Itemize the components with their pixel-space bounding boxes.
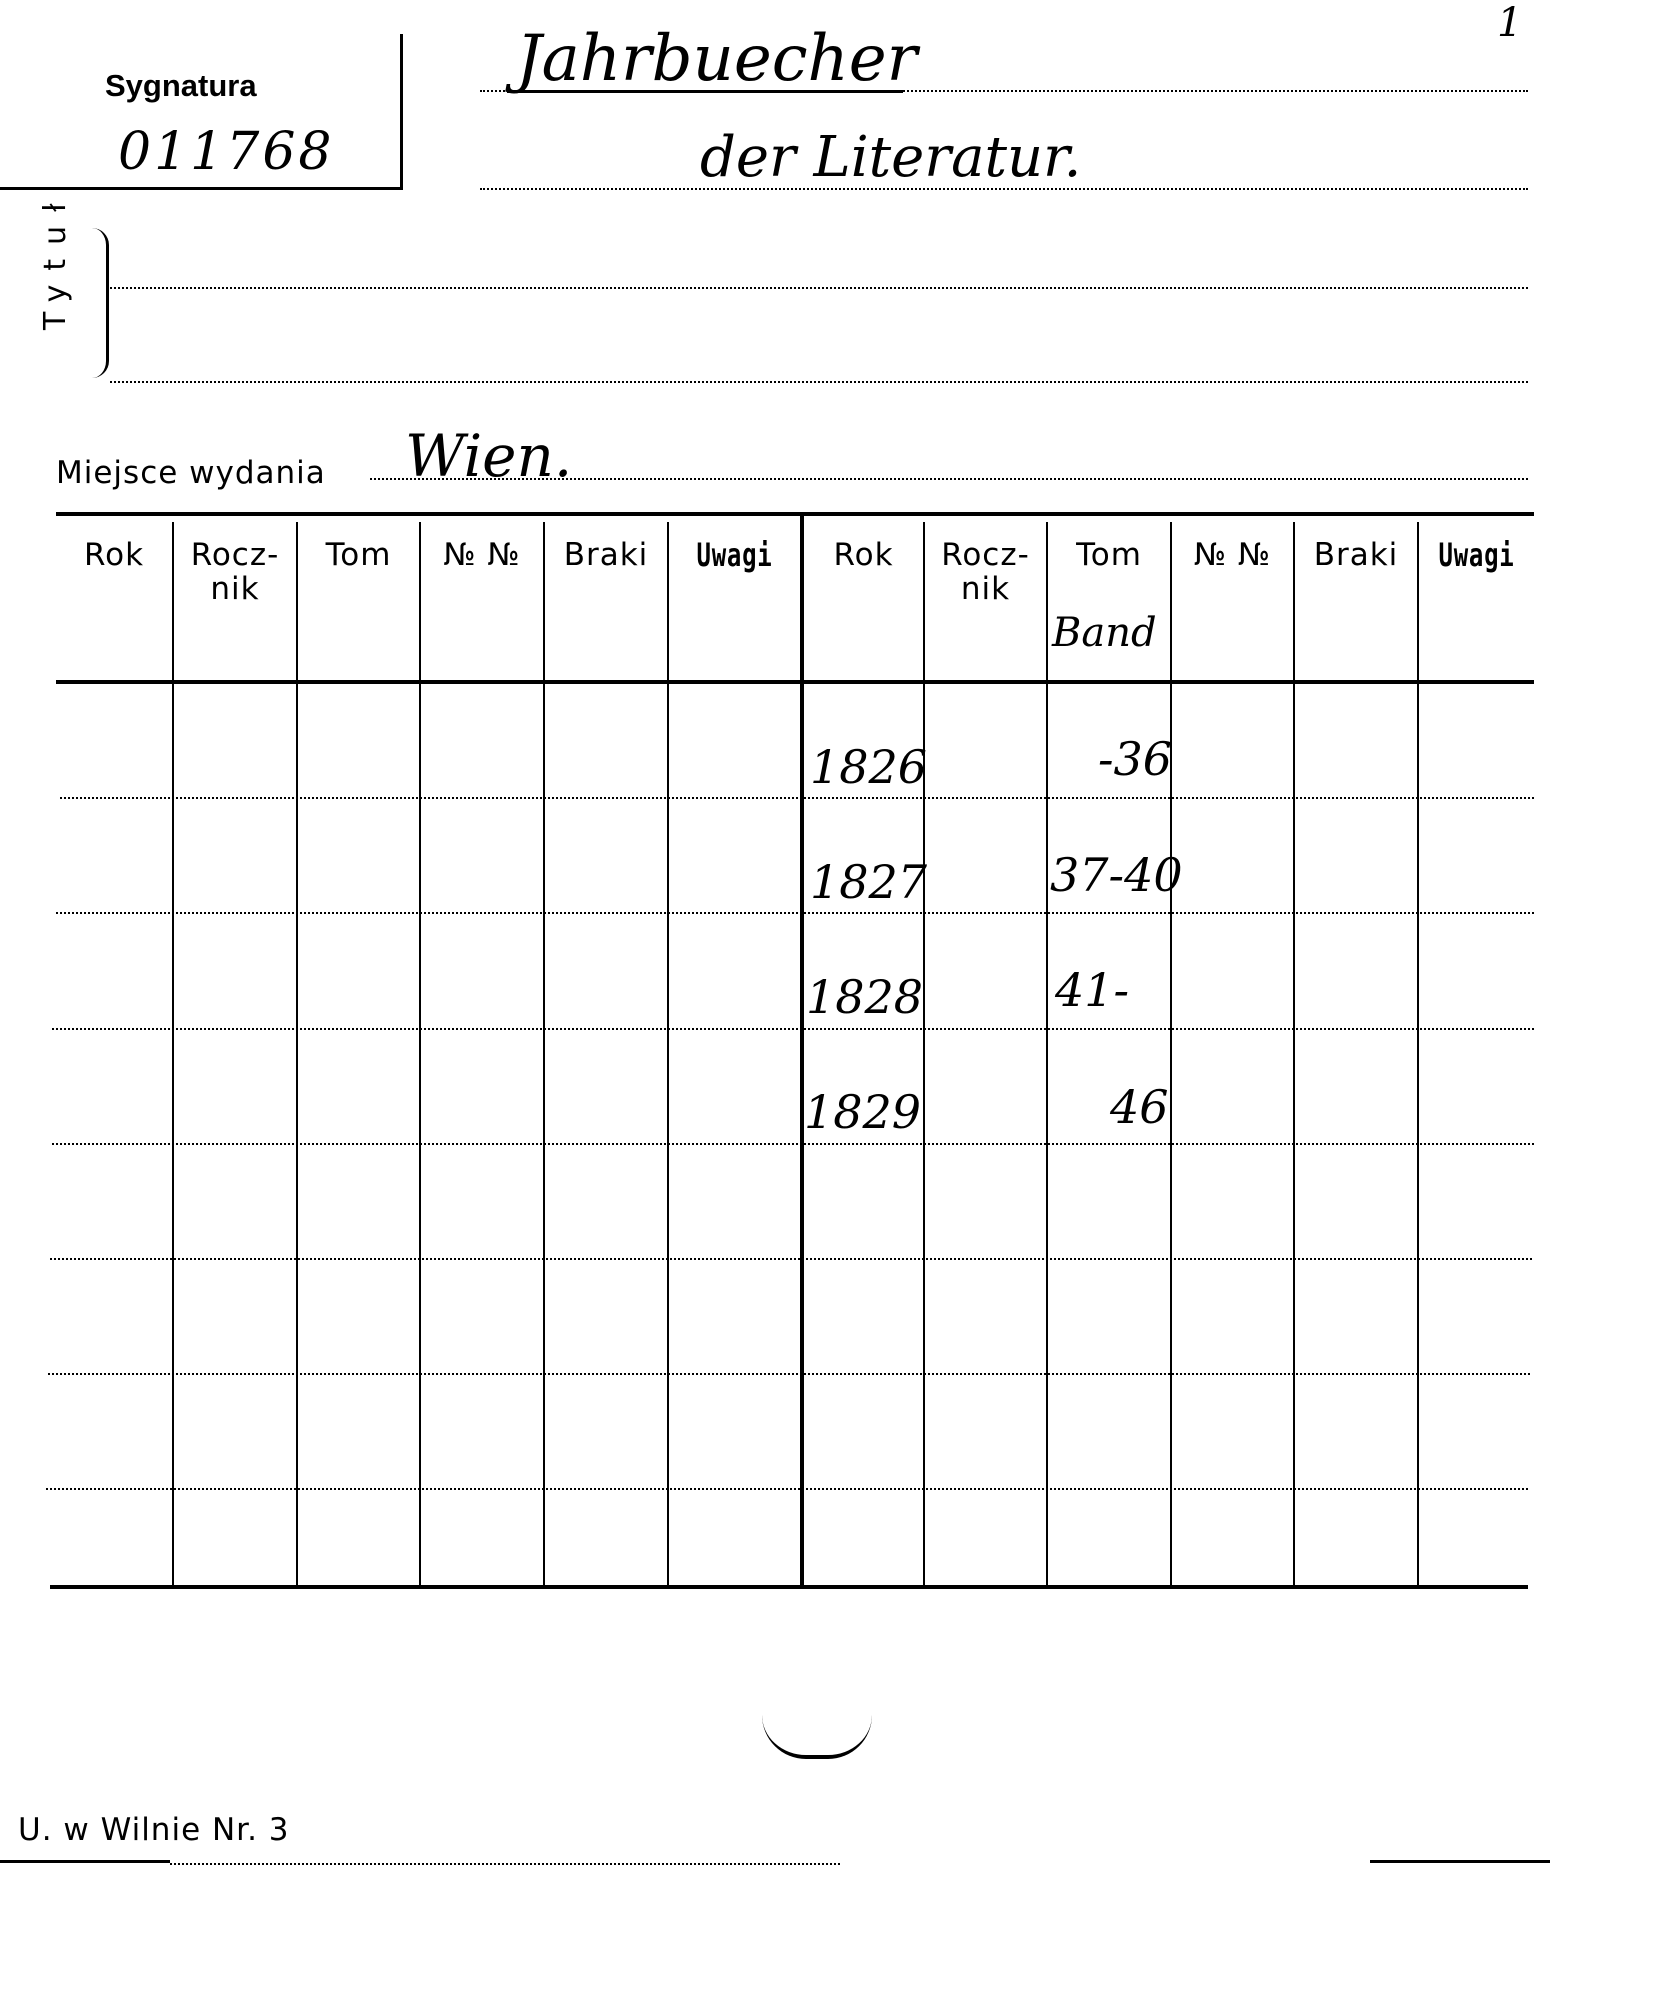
row-3-rok: 1828 — [806, 970, 924, 1024]
header-right-uwagi: Uwagi — [1438, 536, 1515, 574]
header-left-numery: № № — [443, 537, 521, 573]
header-left-rocznik — [174, 538, 296, 606]
row-separator — [48, 1373, 1530, 1375]
table-bottom-border — [50, 1585, 1528, 1589]
row-separator — [46, 1488, 1528, 1490]
table-top-border — [56, 512, 1534, 516]
col-sep — [172, 522, 174, 1586]
header-left-uwagi: Uwagi — [696, 536, 773, 574]
title-dotted-line-4 — [110, 381, 1528, 383]
col-sep — [296, 522, 298, 1586]
row-2-rok: 1827 — [810, 855, 928, 909]
col-sep — [1046, 522, 1048, 1586]
page-number: 1 — [1497, 0, 1523, 46]
row-separator — [56, 912, 1534, 914]
header-right-rocznik-text: Rocz- nik — [941, 537, 1030, 607]
row-separator — [52, 1143, 1534, 1145]
table-header-bottom-border — [56, 680, 1534, 684]
title-dotted-line-3 — [110, 287, 1528, 289]
row-separator — [60, 797, 1534, 799]
row-1-tom: -36 — [1098, 732, 1173, 786]
footer-rule-left — [0, 1860, 170, 1863]
row-3-tom: 41- — [1055, 963, 1130, 1017]
row-separator — [52, 1028, 1534, 1030]
title-line-1: Jahrbuecher — [516, 22, 918, 96]
footer-dotted-rule — [170, 1863, 840, 1865]
header-left-tom: Tom — [325, 537, 392, 573]
header-right-tom: Tom — [1076, 537, 1142, 573]
title-side-label: Tytuł — [38, 189, 73, 330]
header-right-braki: Braki — [1313, 537, 1399, 573]
row-2-tom: 37-40 — [1050, 848, 1183, 902]
col-sep — [1417, 522, 1419, 1586]
place-dotted-line — [370, 478, 1528, 480]
place-value: Wien. — [405, 422, 573, 490]
header-right-rocznik — [925, 538, 1046, 606]
header-right-rok: Rok — [833, 537, 894, 573]
table-center-divider — [800, 514, 804, 1586]
col-sep — [419, 522, 421, 1586]
footer-text: U. w Wilnie Nr. 3 — [18, 1812, 290, 1848]
header-left-braki: Braki — [563, 537, 649, 573]
punch-hole-arc — [762, 1715, 872, 1759]
col-sep — [1293, 522, 1295, 1586]
col-sep — [667, 522, 669, 1586]
col-sep — [543, 522, 545, 1586]
header-left-rok: Rok — [83, 537, 145, 573]
signature-label: Sygnatura — [105, 68, 257, 103]
row-4-rok: 1829 — [804, 1085, 922, 1139]
row-1-rok: 1826 — [810, 740, 928, 794]
header-right-tom-note: Band — [1052, 610, 1157, 656]
row-4-tom: 46 — [1110, 1080, 1169, 1134]
footer-rule-right — [1370, 1860, 1550, 1863]
header-right-numery: № № — [1193, 537, 1272, 573]
col-sep — [923, 522, 925, 1586]
row-separator — [50, 1258, 1532, 1260]
signature-box-right-border — [400, 34, 403, 190]
title-line-2: der Literatur. — [700, 125, 1082, 190]
signature-value: 011768 — [118, 122, 335, 182]
col-sep — [1170, 522, 1172, 1586]
title-brace — [92, 228, 109, 378]
header-left-rocznik-text: Rocz- nik — [190, 537, 280, 607]
place-label: Miejsce wydania — [56, 455, 326, 491]
